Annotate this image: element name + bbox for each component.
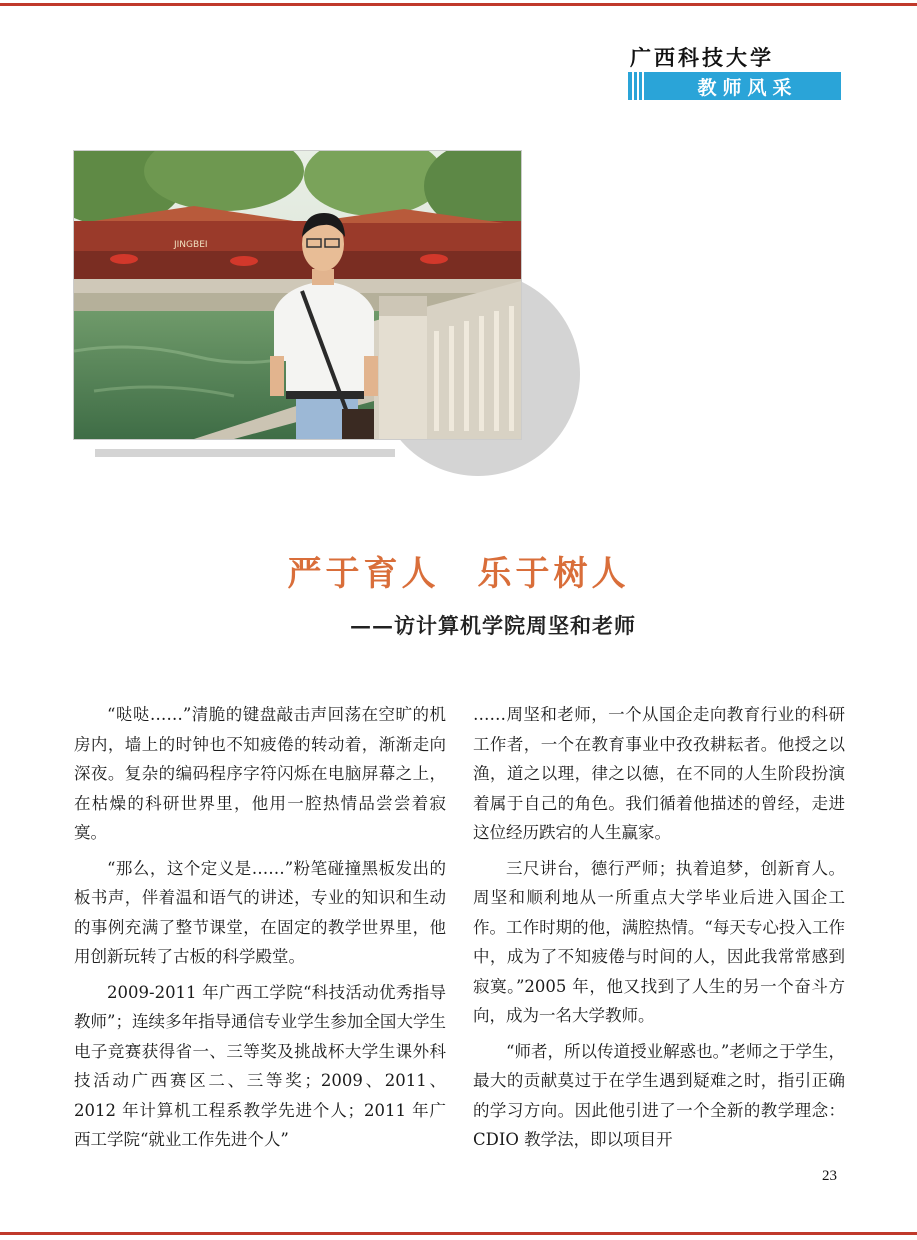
- portrait-photo-illustration: [74, 151, 521, 439]
- header-university: 广西科技大学: [630, 46, 774, 70]
- shop-sign: JINGBEI: [174, 240, 208, 250]
- paragraph: 三尺讲台，德行严师；执着追梦，创新育人。周坚和顺利地从一所重点大学毕业后进入国企工作。工作时期的他，满腔热情。“每天专心投入工作中，成为了不知疲倦与时间的人，因此我常常感到寂寞。”2005 年，他又找到了人生的另一个奋斗方向，成为一名大学教师。: [473, 858, 845, 1025]
- header-section-label: 教师风采: [697, 76, 798, 99]
- bottom-rule: [0, 1232, 917, 1235]
- paragraph: “那么，这个定义是……”粉笔碰撞黑板发出的板书声，伴着温和语气的讲述，专业的知识和生动的事例充满了整节课堂，在固定的教学世界里，他用创新玩转了古板的科学殿堂。: [74, 858, 446, 966]
- header-section-band: [628, 72, 841, 100]
- paragraph: ……周坚和老师，一个从国企走向教育行业的科研工作者，一个在教育事业中孜孜耕耘者。他授之以渔，道之以理，律之以德，在不同的人生阶段扮演着属于自己的角色。我们循着他描述的曾经，走进这位经历跌宕的人生赢家。: [473, 705, 845, 842]
- portrait-photo: [73, 150, 522, 440]
- paragraph: “师者，所以传道授业解惑也。”老师之于学生，最大的贡献莫过于在学生遇到疑难之时，指引正确的学习方向。因此他引进了一个全新的教学理念：CDIO 教学法，即以项目开: [473, 1041, 845, 1149]
- article-title: 严于育人 乐于树人: [287, 554, 630, 594]
- decorative-bar: [95, 449, 395, 457]
- right-column: [473, 700, 845, 1161]
- band-stripes: [632, 72, 644, 100]
- paragraph: 2009-2011 年广西工学院“科技活动优秀指导教师”；连续多年指导通信专业学生参加全国大学生电子竞赛获得省一、三等奖及挑战杯大学生课外科技活动广西赛区二、三等奖；2009、2011、2012 年计算机工程系教学先进个人；2011 年广西工学院“就业工作先进个人”: [74, 982, 446, 1149]
- left-column: [74, 700, 446, 1161]
- top-rule: [0, 3, 917, 6]
- article-subtitle: ——访计算机学院周坚和老师: [350, 613, 636, 638]
- page-number: 23: [822, 1168, 837, 1184]
- paragraph: “哒哒……”清脆的键盘敲击声回荡在空旷的机房内，墙上的时钟也不知疲倦的转动着，渐渐走向深夜。复杂的编码程序字符闪烁在电脑屏幕之上，在枯燥的科研世界里，他用一腔热情品尝尝着寂寞。: [74, 705, 446, 842]
